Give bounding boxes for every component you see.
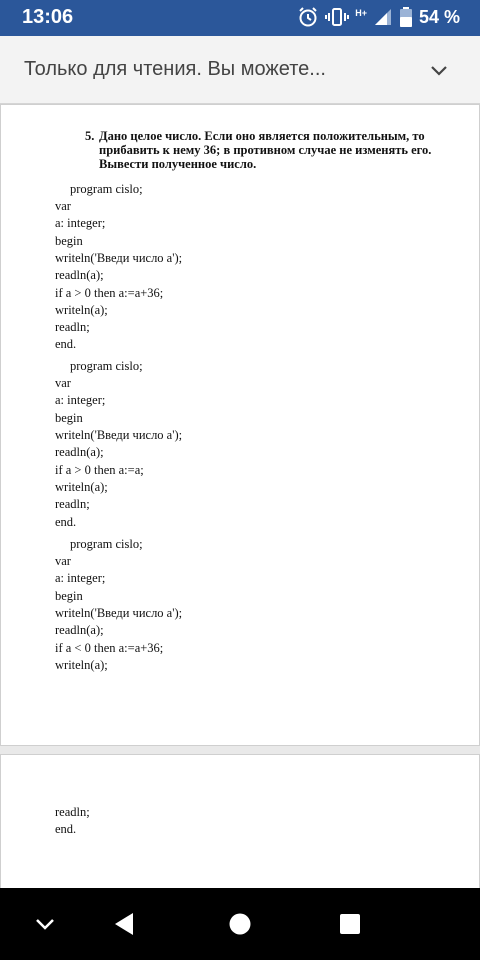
navigation-bar <box>0 888 480 960</box>
code-line: writeln('Введи число a'); <box>55 251 183 265</box>
code-line: writeln(a); <box>55 658 108 672</box>
code-line: var <box>55 376 71 390</box>
code-line: readln(a); <box>55 268 104 282</box>
code-line: begin <box>55 234 83 248</box>
status-bar <box>0 0 480 36</box>
code-line: readln(a); <box>55 445 104 459</box>
code-line: begin <box>55 411 83 425</box>
network-type-label: H+ <box>355 8 367 18</box>
code-line: end. <box>55 337 77 351</box>
code-line: writeln('Введи число a'); <box>55 428 183 442</box>
back-triangle-icon <box>113 911 137 937</box>
code-line: if a < 0 then a:=a+36; <box>55 641 164 655</box>
alarm-icon <box>297 6 319 28</box>
code-line: program cislo; <box>70 359 143 373</box>
chevron-down-icon <box>33 912 57 936</box>
status-time: 13:06 <box>22 6 74 28</box>
code-line: if a > 0 then a:=a+36; <box>55 286 164 300</box>
code-line: writeln(a); <box>55 480 108 494</box>
vibrate-icon <box>325 6 349 28</box>
home-circle-icon <box>228 912 252 936</box>
task-line: Вывести полученное число. <box>99 157 257 171</box>
document-page-1 <box>0 104 480 746</box>
recents-square-icon <box>338 912 362 936</box>
code-line: var <box>55 199 71 213</box>
chevron-down-icon[interactable] <box>428 60 450 82</box>
recents-button[interactable] <box>320 888 380 960</box>
code-line: a: integer; <box>55 571 106 585</box>
code-line: begin <box>55 589 83 603</box>
status-icons <box>297 6 460 28</box>
banner-text: Только для чтения. Вы можете... <box>24 58 326 80</box>
task-line: прибавить к нему 36; в противном случае не изменять его. <box>99 143 432 157</box>
code-line: program cislo; <box>70 182 143 196</box>
code-line: end. <box>55 515 77 529</box>
code-line: program cislo; <box>70 537 143 551</box>
task-text <box>99 129 449 171</box>
code-line: var <box>55 554 71 568</box>
code-line: readln; <box>55 805 90 819</box>
code-line: if a > 0 then a:=a; <box>55 463 144 477</box>
code-line: a: integer; <box>55 393 106 407</box>
code-line: readln; <box>55 320 90 334</box>
task-number: 5. <box>85 129 95 143</box>
back-button[interactable] <box>95 888 155 960</box>
code-line: a: integer; <box>55 216 106 230</box>
document-page-2 <box>0 754 480 904</box>
battery-percentage: 54 % <box>418 6 460 27</box>
battery-icon <box>399 6 413 28</box>
code-line: writeln('Введи число a'); <box>55 606 183 620</box>
code-line: end. <box>55 822 77 836</box>
code-line: writeln(a); <box>55 303 108 317</box>
task-line: Дано целое число. Если оно является положительным, то <box>99 129 425 143</box>
code-line: readln; <box>55 497 90 511</box>
code-line: readln(a); <box>55 623 104 637</box>
read-only-banner[interactable] <box>0 36 480 104</box>
home-button[interactable] <box>210 888 270 960</box>
signal-icon <box>373 7 393 27</box>
hide-keyboard-button[interactable] <box>15 888 75 960</box>
